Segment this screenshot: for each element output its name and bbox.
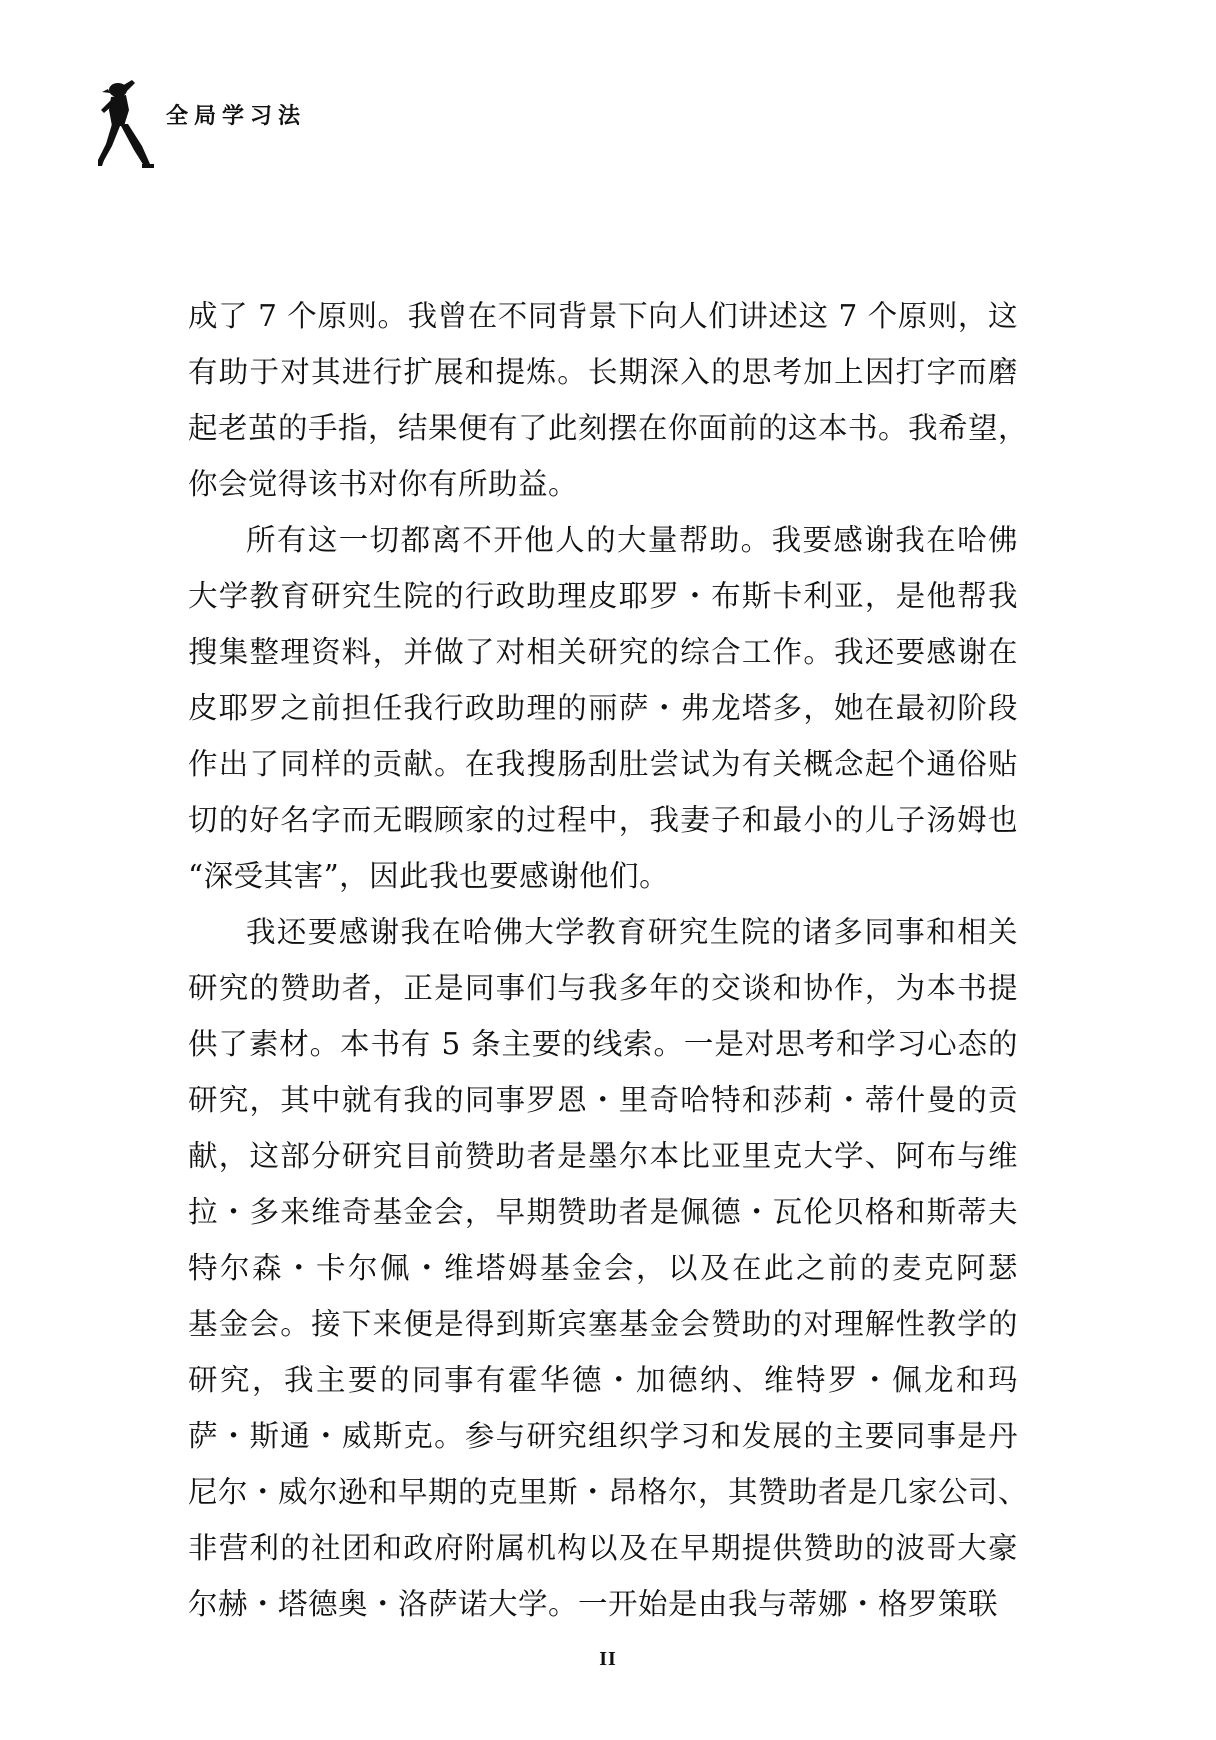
text-line: 供了素材。本书有 5 条主要的线索。一是对思考和学习心态的: [188, 1027, 1018, 1061]
text-line: 特尔森・卡尔佩・维塔姆基金会，以及在此之前的麦克阿瑟: [188, 1251, 1018, 1285]
text-line: 尼尔・威尔逊和早期的克里斯・昂格尔，其赞助者是几家公司、: [188, 1475, 1029, 1509]
text-line: 萨・斯通・威斯克。参与研究组织学习和发展的主要同事是丹: [188, 1419, 1018, 1453]
text-line: 研究的赞助者，正是同事们与我多年的交谈和协作，为本书提: [188, 971, 1018, 1005]
text-line: 成了 7 个原则。我曾在不同背景下向人们讲述这 7 个原则，这: [188, 299, 1018, 333]
text-line: 你会觉得该书对你有所助益。: [188, 467, 579, 501]
text-line: “深受其害”，因此我也要感谢他们。: [188, 859, 670, 893]
baseball-player-icon: [98, 80, 156, 170]
text-line: 大学教育研究生院的行政助理皮耶罗・布斯卡利亚，是他帮我: [188, 579, 1018, 613]
paragraph: [188, 512, 1018, 904]
body-text: [188, 288, 1029, 1632]
text-line: 我还要感谢我在哈佛大学教育研究生院的诸多同事和相关: [246, 915, 1018, 949]
text-line: 切的好名字而无暇顾家的过程中，我妻子和最小的儿子汤姆也: [188, 803, 1018, 837]
text-line: 研究，其中就有我的同事罗恩・里奇哈特和莎莉・蒂什曼的贡: [188, 1083, 1018, 1117]
text-line: 起老茧的手指，结果便有了此刻摆在你面前的这本书。我希望，: [188, 411, 1029, 445]
text-line: 拉・多来维奇基金会，早期赞助者是佩德・瓦伦贝格和斯蒂夫: [188, 1195, 1018, 1229]
text-line: 搜集整理资料，并做了对相关研究的综合工作。我还要感谢在: [188, 635, 1018, 669]
paragraph: [188, 904, 1029, 1632]
page-header: [98, 80, 306, 170]
text-line: 非营利的社团和政府附属机构以及在早期提供赞助的波哥大豪: [188, 1531, 1018, 1565]
book-title: 全局学习法: [166, 103, 307, 129]
text-line: 献，这部分研究目前赞助者是墨尔本比亚里克大学、阿布与维: [188, 1139, 1018, 1173]
text-line: 研究，我主要的同事有霍华德・加德纳、维特罗・佩龙和玛: [188, 1363, 1018, 1397]
text-line: 基金会。接下来便是得到斯宾塞基金会赞助的对理解性教学的: [188, 1307, 1018, 1341]
text-line: 所有这一切都离不开他人的大量帮助。我要感谢我在哈佛: [246, 523, 1018, 557]
text-line: 皮耶罗之前担任我行政助理的丽萨・弗龙塔多，她在最初阶段: [188, 691, 1018, 725]
text-line: 有助于对其进行扩展和提炼。长期深入的思考加上因打字而磨: [188, 355, 1018, 389]
paragraph: [188, 288, 1029, 512]
text-line: 尔赫・塔德奥・洛萨诺大学。一开始是由我与蒂娜・格罗策联: [188, 1587, 999, 1621]
page-number: II: [599, 1648, 617, 1670]
text-line: 作出了同样的贡献。在我搜肠刮肚尝试为有关概念起个通俗贴: [188, 747, 1018, 781]
